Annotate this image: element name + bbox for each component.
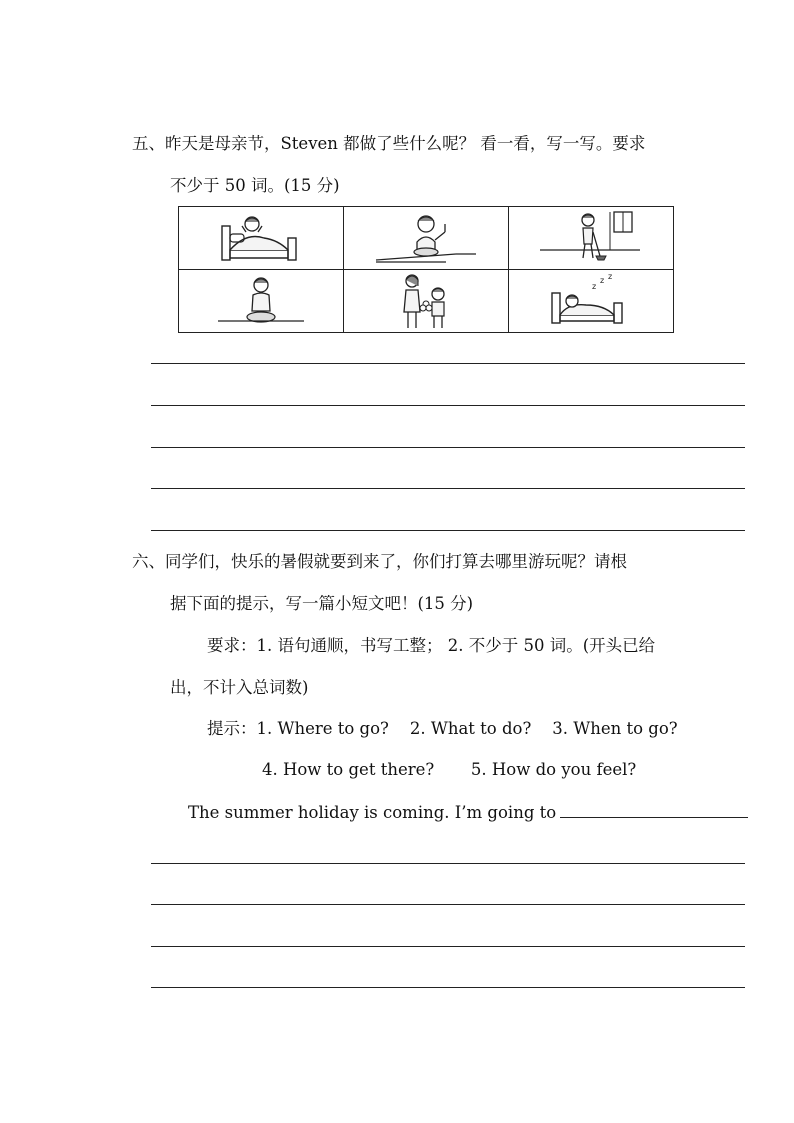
requirements: 要求：1. 语句通顺，书写工整； 2. 不少于 50 词。(开头已给 bbox=[207, 636, 656, 655]
picture-cell bbox=[179, 207, 344, 270]
answer-line[interactable] bbox=[151, 904, 745, 905]
requirements-cont: 出，不计入总词数) bbox=[170, 678, 309, 697]
hints-cont: 4. How to get there? 5. How do you feel? bbox=[262, 760, 637, 779]
answer-line[interactable] bbox=[151, 447, 745, 448]
svg-text:z: z bbox=[600, 276, 605, 285]
cooking-illustration bbox=[371, 210, 481, 266]
picture-grid bbox=[178, 206, 674, 333]
picture-cell bbox=[509, 270, 674, 333]
giving-flowers-illustration bbox=[386, 272, 466, 330]
section6-heading: 六、同学们，快乐的暑假就要到来了，你们打算去哪里游玩呢？请根 bbox=[132, 552, 627, 571]
picture-cell bbox=[344, 207, 509, 270]
svg-text:z: z bbox=[608, 273, 613, 281]
opening-text: The summer holiday is coming. I’m going to bbox=[188, 803, 557, 822]
washing-illustration bbox=[216, 273, 306, 329]
picture-cell bbox=[344, 270, 509, 333]
wake-up-in-bed-illustration bbox=[216, 210, 306, 266]
answer-line[interactable] bbox=[151, 946, 745, 947]
section5-heading-cont: 不少于 50 词。(15 分) bbox=[170, 176, 340, 195]
answer-line[interactable] bbox=[151, 405, 745, 406]
picture-cell bbox=[179, 270, 344, 333]
sleeping-in-bed-illustration bbox=[546, 273, 636, 329]
section5-heading: 五、昨天是母亲节，Steven 都做了些什么呢？ 看一看，写一写。要求 bbox=[132, 134, 646, 153]
opening-blank[interactable] bbox=[560, 801, 748, 818]
hints: 提示：1. Where to go? 2. What to do? 3. When to go? bbox=[207, 719, 678, 738]
answer-line[interactable] bbox=[151, 488, 745, 489]
svg-text:z: z bbox=[592, 282, 597, 291]
section6-heading-cont: 据下面的提示，写一篇小短文吧！(15 分) bbox=[170, 594, 474, 613]
answer-line[interactable] bbox=[151, 863, 745, 864]
picture-cell bbox=[509, 207, 674, 270]
answer-line[interactable] bbox=[151, 987, 745, 988]
answer-line[interactable] bbox=[151, 363, 745, 364]
sweeping-illustration bbox=[536, 210, 646, 266]
answer-line[interactable] bbox=[151, 530, 745, 531]
opening-sentence bbox=[188, 801, 748, 824]
